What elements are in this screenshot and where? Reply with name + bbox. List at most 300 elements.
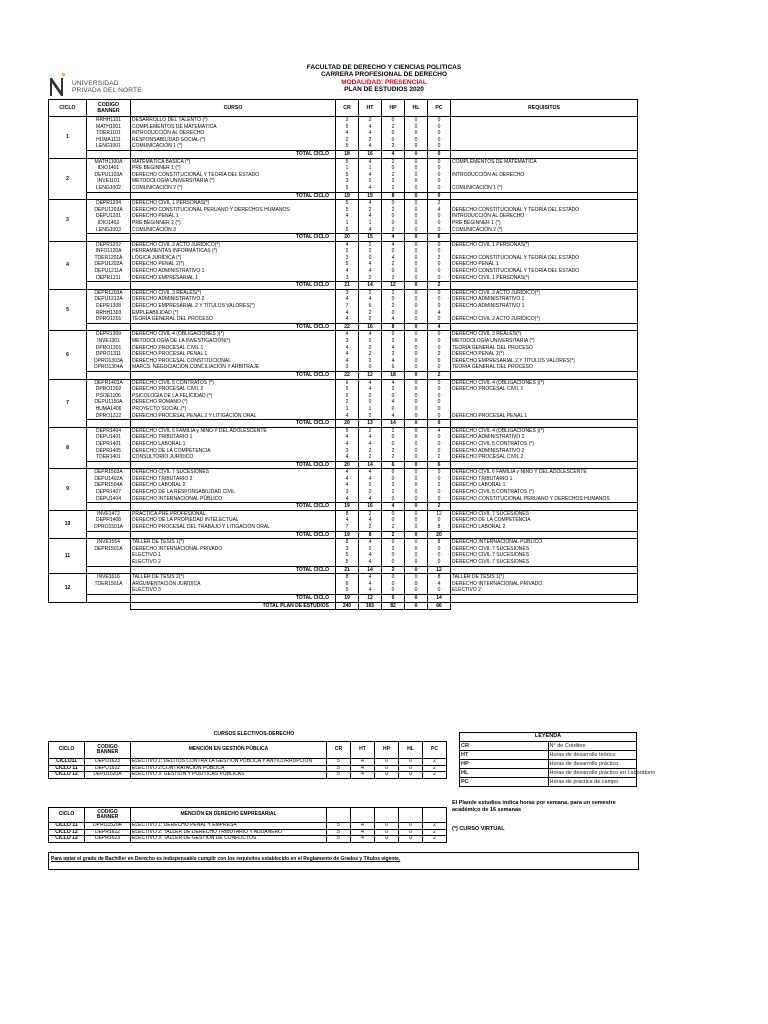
course-code: DPRO1302 [87, 386, 131, 393]
course-requisito: DERECHO LABORAL 1 [451, 482, 638, 489]
course-hl: 0 [405, 379, 428, 386]
course-ht: 2 [359, 207, 382, 214]
total-value: 12 [428, 566, 451, 574]
course-name: DERECHO INTERNACIONAL PRIVADO [131, 546, 336, 553]
course-hl: 0 [405, 213, 428, 220]
course-cr: 7 [336, 303, 359, 310]
course-hp: 4 [382, 241, 405, 248]
course-cr: 3 [336, 289, 359, 296]
course-hp: 4 [382, 399, 405, 406]
course-code: DEPR1202 [87, 241, 131, 248]
course-row [49, 316, 638, 323]
elective-ht: 4 [351, 829, 375, 836]
course-hl: 0 [405, 406, 428, 413]
legend-row [460, 760, 637, 769]
total-label: TOTAL CICLO [131, 234, 336, 242]
course-cr: 5 [336, 261, 359, 268]
course-ht: 2 [359, 489, 382, 496]
course-ht: 4 [359, 213, 382, 220]
course-cr: 4 [336, 358, 359, 365]
total-req-spacer [451, 371, 638, 379]
course-row [49, 338, 638, 345]
cycle-total-row [49, 282, 638, 290]
course-pc: 0 [428, 434, 451, 441]
course-hl: 0 [405, 345, 428, 352]
elective-name: ELECTIVO 2:CONTRATACIÓN PÚBLICA [131, 765, 327, 772]
course-ht: 4 [359, 268, 382, 275]
course-code: DEPR1204 [87, 200, 131, 207]
course-name: DERECHO EMPRESARIAL 2 Y TÍTULOS VALORES(*) [131, 303, 336, 310]
course-hp: 2 [382, 546, 405, 553]
course-name: DERECHO ADMINISTRATIVO 2 [131, 296, 336, 303]
course-hl: 0 [405, 454, 428, 461]
course-row [49, 581, 638, 588]
course-row [49, 200, 638, 207]
course-row [49, 441, 638, 448]
course-name: TALLER DE TESIS 2(*) [131, 574, 336, 581]
course-hp: 0 [382, 213, 405, 220]
course-ht: 4 [359, 379, 382, 386]
course-requisito: METODOLOGÍA UNIVERSITARIA (*) [451, 338, 638, 345]
course-hp: 4 [382, 413, 405, 420]
course-hp: 2 [382, 172, 405, 179]
course-requisito: DERECHO CIVIL 1 PERSONAS(*) [451, 275, 638, 282]
course-hp: 0 [382, 552, 405, 559]
career-title: CARRERA PROFESIONAL DE DERECHO [320, 71, 448, 79]
course-code: DEPR1504A [87, 482, 131, 489]
total-req-spacer [451, 282, 638, 290]
legend-desc: N° de Créditos [548, 742, 637, 751]
course-name: ELECTIVO 2 [131, 559, 336, 566]
course-code: MATH1001 [87, 124, 131, 131]
cycle-number: 1 [49, 117, 87, 159]
course-ht: 2 [359, 524, 382, 531]
course-hp: 2 [382, 124, 405, 131]
course-code [87, 559, 131, 566]
course-pc: 0 [428, 137, 451, 144]
course-name: CONSULTORIO JURÍDICO [131, 454, 336, 461]
course-hp: 0 [382, 331, 405, 338]
total-value: 20 [336, 420, 359, 428]
grand-total-value: 165 [359, 602, 382, 610]
electives-gestion-publica-table [48, 741, 447, 779]
course-code: DPRO1201 [87, 316, 131, 323]
grand-total-row [49, 602, 638, 610]
course-hp: 0 [382, 130, 405, 137]
course-name: DERECHO PROCESAL PENAL 2 Y LITIGACIÓN ORAL [131, 413, 336, 420]
curriculum-table [48, 99, 638, 610]
col-ciclo: CICLO [49, 100, 87, 117]
total-value: 15 [359, 192, 382, 200]
elective-pc: 2 [423, 836, 447, 843]
course-row [49, 496, 638, 503]
legend-row [460, 751, 637, 760]
course-requisito: DERECHO LABORAL 2 [451, 524, 638, 531]
de-col-mencion: MENCIÓN EN DERECHO EMPRESARIAL [131, 808, 327, 823]
elective-code: DPRO1520A [85, 823, 131, 830]
col-ht: HT [359, 100, 382, 117]
course-name: MATEMÁTICA BÁSICA (*) [131, 158, 336, 165]
course-requisito: DERECHO CIVIL 7 SUCESIONES [451, 546, 638, 553]
total-label: TOTAL CICLO [131, 531, 336, 539]
de-col-codigo: CODIGO BANNER [85, 808, 131, 823]
elective-ht: 4 [351, 836, 375, 843]
course-name: COMUNICACIÓN 3 [131, 227, 336, 234]
course-cr: 5 [336, 185, 359, 192]
course-row [49, 220, 638, 227]
total-spacer [87, 531, 131, 539]
course-cr: 2 [336, 399, 359, 406]
course-pc: 0 [428, 143, 451, 150]
course-ht: 2 [359, 178, 382, 185]
course-cr: 4 [336, 310, 359, 317]
elective-hl: 0 [399, 759, 423, 766]
course-requisito: DERECHO CIVIL 2 ACTO JURÍDICO(*) [451, 316, 638, 323]
course-code: INVE1472 [87, 510, 131, 517]
course-ht: 4 [359, 496, 382, 503]
course-cr: 4 [336, 351, 359, 358]
total-req-spacer [451, 192, 638, 200]
course-code: DEPU1203A [87, 207, 131, 214]
course-hp: 0 [382, 165, 405, 172]
grand-spacer [87, 602, 131, 610]
elective-code: DEPR1622 [85, 829, 131, 836]
total-value: 8 [382, 192, 405, 200]
course-name: MARCS: NEGOCIACIÓN,CONCILIACIÓN Y ARBITRAJE [131, 364, 336, 371]
course-name: PSICOLOGÍA DE LA FELICIDAD (*) [131, 393, 336, 400]
course-ht: 4 [359, 552, 382, 559]
elective-code: DEPU1520A [85, 772, 131, 779]
total-value: 0 [405, 566, 428, 574]
course-requisito: DERECHO CIVIL 5 CONTRATOS (*) [451, 441, 638, 448]
course-pc: 0 [428, 393, 451, 400]
course-code [87, 552, 131, 559]
course-pc: 4 [428, 310, 451, 317]
total-value: 0 [428, 150, 451, 158]
course-hp: 2 [382, 207, 405, 214]
total-value: 4 [382, 503, 405, 511]
total-spacer [87, 282, 131, 290]
course-name: DERECHO PROCESAL PENAL 1 [131, 351, 336, 358]
total-spacer [87, 461, 131, 469]
elective-hl: 0 [399, 829, 423, 836]
course-hl: 0 [405, 427, 428, 434]
elective-ht: 4 [351, 765, 375, 772]
course-name: DERECHO PROCESAL CIVIL 1 [131, 345, 336, 352]
course-pc: 8 [428, 539, 451, 546]
course-requisito [451, 117, 638, 124]
course-name: DERECHO EMPRESARIAL 1 [131, 275, 336, 282]
course-row [49, 434, 638, 441]
course-ht: 4 [359, 476, 382, 483]
course-hp: 0 [382, 476, 405, 483]
course-ht: 4 [359, 130, 382, 137]
course-pc: 0 [428, 289, 451, 296]
course-requisito: DERECHO INTERNACIONAL PRIVADO [451, 581, 638, 588]
elective-name: ELECTIVO 2: TALLER DE DERECHO TRIBUTARIO Y ADUANERO [131, 829, 327, 836]
course-row [49, 489, 638, 496]
course-name: DERECHO CIVIL 3 REALES(*) [131, 289, 336, 296]
cycle-number: 6 [49, 331, 87, 379]
total-value: 0 [428, 420, 451, 428]
elective-ciclo: CICLO 12 [49, 829, 85, 836]
course-requisito: DERECHO ADMINISTRATIVO 1 [451, 303, 638, 310]
legend-row [460, 742, 637, 751]
course-row [49, 130, 638, 137]
course-pc: 4 [428, 581, 451, 588]
course-pc: 0 [428, 441, 451, 448]
total-label: TOTAL CICLO [131, 461, 336, 469]
course-code: DEPR1203A [87, 289, 131, 296]
gp-col-mencion: MENCIÓN EN GESTIÓN PÚBLICA [131, 742, 327, 759]
course-code: INVE1101 [87, 178, 131, 185]
cycle-total-row [49, 461, 638, 469]
course-hl: 0 [405, 574, 428, 581]
course-hl: 0 [405, 310, 428, 317]
elective-name: ELECTIVO 3: TALLER DE GESTIÓN DE CONFLICTOS [131, 836, 327, 843]
course-ht: 2 [359, 241, 382, 248]
course-hp: 0 [382, 220, 405, 227]
elective-hp: 0 [375, 772, 399, 779]
elective-hl: 0 [399, 836, 423, 843]
course-code: LENG1003 [87, 227, 131, 234]
course-code: DEPR1408 [87, 517, 131, 524]
course-cr: 1 [336, 220, 359, 227]
course-name: ARGUMENTACIÓN JURÍDICA [131, 581, 336, 588]
elective-hl: 0 [399, 823, 423, 830]
course-code: DEPR1309 [87, 331, 131, 338]
course-code: TDER1201A [87, 255, 131, 262]
total-req-spacer [451, 594, 638, 602]
course-name: DERECHO TRIBUTARIO 1 [131, 434, 336, 441]
course-row [49, 559, 638, 566]
course-hl: 0 [405, 524, 428, 531]
course-code: DEPU1401 [87, 434, 131, 441]
plan-title: PLAN DE ESTUDIOS 2020 [344, 85, 424, 93]
course-ht: 4 [359, 441, 382, 448]
total-value: 19 [336, 531, 359, 539]
course-requisito [451, 200, 638, 207]
course-code: DEPR1405 [87, 448, 131, 455]
course-requisito: PRE BEGINNER 1 (*) [451, 220, 638, 227]
course-name: DERECHO CIVIL 2 ACTO JURÍDICO(*) [131, 241, 336, 248]
course-cr: 5 [336, 207, 359, 214]
course-pc: 2 [428, 255, 451, 262]
course-ht: 2 [359, 482, 382, 489]
total-value: 22 [336, 323, 359, 331]
course-hl: 0 [405, 546, 428, 553]
legend-desc: Horas de desarrollo teórico [548, 751, 637, 760]
total-value: 0 [405, 192, 428, 200]
course-code: DEPU1150A [87, 399, 131, 406]
gp-col-codigo: CODIGO BANNER [85, 742, 131, 759]
elective-name: ELECTIVO 3: GESTIÓN Y POLÍTICAS PÚBLICAS [131, 772, 327, 779]
course-name: DERECHO DE LA RESPONSABILIDAD CIVIL [131, 489, 336, 496]
total-spacer [87, 420, 131, 428]
course-name: DERECHO LABORAL 2 [131, 482, 336, 489]
course-pc: 0 [428, 386, 451, 393]
course-pc: 0 [428, 489, 451, 496]
course-requisito: TALLER DE TESIS 1(*) [451, 574, 638, 581]
course-code: RRHH1101 [87, 117, 131, 124]
course-ht: 4 [359, 574, 382, 581]
total-spacer [87, 323, 131, 331]
course-hl: 0 [405, 303, 428, 310]
course-name: ELECTIVO 1 [131, 552, 336, 559]
course-pc: 0 [428, 303, 451, 310]
col-pc: PC [428, 100, 451, 117]
elective-hp: 0 [375, 823, 399, 830]
course-hl: 0 [405, 296, 428, 303]
course-ht: 2 [359, 393, 382, 400]
course-hl: 0 [405, 248, 428, 255]
course-name: DERECHO INTERNACIONAL PÚBLICO [131, 496, 336, 503]
course-code: MATH1100A [87, 158, 131, 165]
course-pc: 2 [428, 454, 451, 461]
elective-name: ELECTIVO 1: DERECHO PENAL Y EMPRESA [131, 823, 327, 830]
cycle-total-row [49, 371, 638, 379]
course-hl: 0 [405, 137, 428, 144]
gp-col-hp: HP [375, 742, 399, 759]
course-cr: 5 [336, 158, 359, 165]
course-hl: 0 [405, 496, 428, 503]
course-cr: 8 [336, 510, 359, 517]
total-req-spacer [451, 566, 638, 574]
course-name: TEORÍA GENERAL DEL PROCESO [131, 316, 336, 323]
de-header-row [49, 808, 447, 823]
total-value: 14 [359, 282, 382, 290]
course-hl: 0 [405, 441, 428, 448]
grand-total-value: 0 [405, 602, 428, 610]
course-ht: 4 [359, 386, 382, 393]
elective-pc: 2 [423, 829, 447, 836]
course-row [49, 539, 638, 546]
course-requisito [451, 165, 638, 172]
course-requisito: DERECHO CONSTITUCIONAL Y TEORÍA DEL ESTADO [451, 268, 638, 275]
course-cr: 5 [336, 587, 359, 594]
course-pc: 0 [428, 213, 451, 220]
total-value: 4 [428, 323, 451, 331]
course-requisito: DERECHO CONSTITUCIONAL PERUANO Y DERECHOS HUMANOS [451, 496, 638, 503]
course-code: DPRO1311 [87, 351, 131, 358]
course-row [49, 476, 638, 483]
course-hl: 0 [405, 413, 428, 420]
elective-row [49, 836, 447, 843]
elective-code: DEPR1623 [85, 836, 131, 843]
course-pc: 0 [428, 185, 451, 192]
course-ht: 4 [359, 227, 382, 234]
de-body [49, 823, 447, 843]
cycle-total-row [49, 566, 638, 574]
course-hl: 0 [405, 316, 428, 323]
electives-title: CURSOS ELECTIVOS-DERECHO [213, 731, 295, 737]
course-hp: 4 [382, 345, 405, 352]
total-value: 6 [428, 461, 451, 469]
course-cr: 4 [336, 517, 359, 524]
course-name: DESARROLLO DEL TALENTO (*) [131, 117, 336, 124]
course-hp: 0 [382, 393, 405, 400]
course-cr: 6 [336, 379, 359, 386]
course-code: PSOE1106 [87, 393, 131, 400]
course-ht: 4 [359, 296, 382, 303]
total-value: 22 [336, 371, 359, 379]
course-requisito: DERECHO TRIBUTARIO 1 [451, 476, 638, 483]
cycle-number: 12 [49, 574, 87, 602]
course-ht: 0 [359, 399, 382, 406]
course-hp: 0 [382, 268, 405, 275]
cycle-number: 3 [49, 200, 87, 242]
course-code [87, 587, 131, 594]
total-label: TOTAL CICLO [131, 420, 336, 428]
course-name: DERECHO DE LA PROPIEDAD INTELECTUAL [131, 517, 336, 524]
course-hl: 0 [405, 331, 428, 338]
course-row [49, 227, 638, 234]
course-ht: 4 [359, 331, 382, 338]
course-hp: 2 [382, 289, 405, 296]
de-col-ciclo: CICLO [49, 808, 85, 823]
course-pc: 0 [428, 261, 451, 268]
course-requisito: DERECHO CIVIL 4 (OBLIGACIONES )(*) [451, 379, 638, 386]
cycle-number: 7 [49, 379, 87, 427]
course-pc: 0 [428, 165, 451, 172]
course-requisito: DERECHO CIVIL 4 (OBLIGACIONES )(*) [451, 427, 638, 434]
course-hl: 0 [405, 434, 428, 441]
course-ht: 4 [359, 559, 382, 566]
course-pc: 12 [428, 510, 451, 517]
course-hl: 0 [405, 207, 428, 214]
course-row [49, 165, 638, 172]
course-cr: 1 [336, 406, 359, 413]
course-ht: 4 [359, 158, 382, 165]
total-value: 0 [405, 420, 428, 428]
logo-line-1: UNIVERSIDAD [72, 80, 119, 87]
course-name: DERECHO CONSTITUCIONAL Y TEORÍA DEL ESTADO [131, 172, 336, 179]
course-pc: 0 [428, 448, 451, 455]
legend-row [460, 769, 637, 778]
course-row [49, 546, 638, 553]
hours-note: El Plande estudios indica horas por semana, para un semestre académico de 16 semanas [452, 800, 616, 813]
elective-ciclo: CICLO 11 [49, 765, 85, 772]
course-cr: 4 [336, 454, 359, 461]
course-pc: 0 [428, 559, 451, 566]
course-name: ELECTIVO 3 [131, 587, 336, 594]
total-value: 18 [382, 371, 405, 379]
course-cr: 4 [336, 434, 359, 441]
course-pc: 0 [428, 296, 451, 303]
total-value: 20 [336, 234, 359, 242]
course-hp: 2 [382, 185, 405, 192]
course-pc: 0 [428, 220, 451, 227]
course-hl: 0 [405, 158, 428, 165]
course-requisito: COMUNICACIÓN 2 (*) [451, 227, 638, 234]
course-code: TDER1501A [87, 581, 131, 588]
elective-hp: 0 [375, 759, 399, 766]
course-pc: 0 [428, 268, 451, 275]
course-hp: 0 [382, 248, 405, 255]
course-pc: 2 [428, 482, 451, 489]
course-row [49, 510, 638, 517]
course-pc: 0 [428, 248, 451, 255]
curriculum-body [49, 117, 638, 610]
course-cr: 3 [336, 448, 359, 455]
course-hl: 0 [405, 587, 428, 594]
course-hl: 0 [405, 338, 428, 345]
course-name: DERECHO CIVIL 7 SUCESIONES [131, 469, 336, 476]
course-requisito: DERECHO ADMINISTRATIVO 2 [451, 448, 638, 455]
course-pc: 0 [428, 476, 451, 483]
course-code: LENG1002 [87, 185, 131, 192]
total-req-spacer [451, 150, 638, 158]
